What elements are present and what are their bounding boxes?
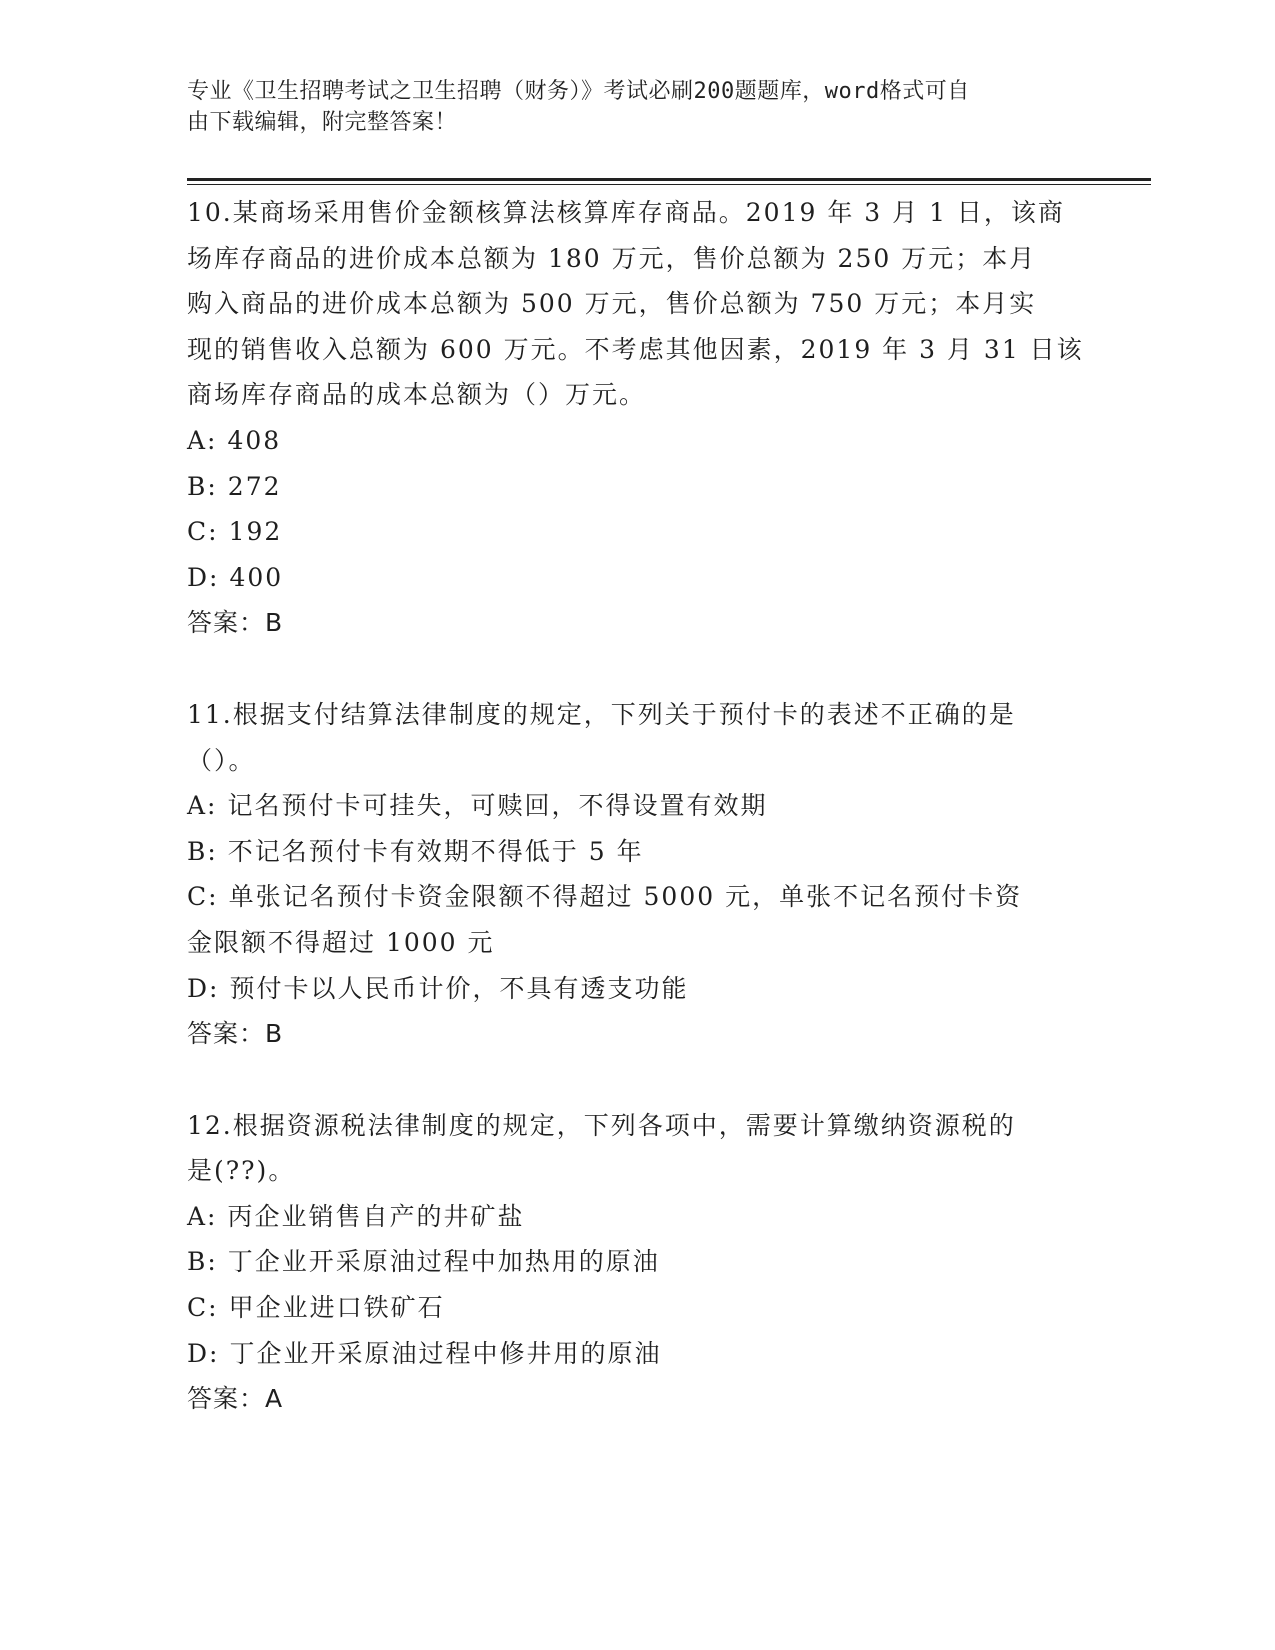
header-line-1: 专业《卫生招聘考试之卫生招聘（财务）》考试必刷200题题库，word格式可自 [187,79,970,104]
question-stem-line: 11.根据支付结算法律制度的规定，下列关于预付卡的表述不正确的是 [187,699,1016,729]
option-letter: C: [187,882,219,912]
option-letter: C: [187,517,219,547]
header-line-2: 由下载编辑，附完整答案！ [187,110,458,135]
option-letter: D: [187,562,220,592]
option-letter: D: [187,1338,220,1368]
question-block [187,692,1087,1057]
question-stem-line: 购入商品的进价成本总额为 500 万元，售价总额为 750 万元；本月实 [187,289,1037,319]
answer-option [187,1331,1087,1377]
option-text: 192 [228,517,283,547]
answer-key: 答案：A [187,1384,284,1414]
option-text: 408 [227,425,282,455]
answer-option [187,966,1087,1012]
option-text: 272 [227,471,282,501]
answer-option [187,555,1087,601]
option-text: 不记名预付卡有效期不得低于 5 年 [227,836,644,866]
answer-key: 答案：B [187,608,284,638]
option-text: 丁企业开采原油过程中修井用的原油 [229,1338,662,1368]
option-letter: B: [187,1247,218,1277]
question-stem-line: 是(??)。 [187,1156,296,1186]
answer-option [187,1194,1087,1240]
option-text: 单张记名预付卡资金限额不得超过 5000 元，单张不记名预付卡资 [228,882,1023,912]
question-block [187,1103,1087,1422]
option-letter: A: [187,1201,218,1231]
question-stem-line: 10.某商场采用售价金额核算法核算库存商品。2019 年 3 月 1 日，该商 [187,198,1065,227]
answer-option [187,509,1087,555]
answer-option [187,418,1087,464]
question-stem-line: 现的销售收入总额为 600 万元。不考虑其他因素，2019 年 3 月 31 日该 [187,334,1084,364]
answer-option [187,1285,1087,1331]
option-text: 丁企业开采原油过程中加热用的原油 [227,1247,660,1277]
question-stem-line: （）。 [187,745,256,775]
header-rule-thick [187,178,1151,181]
question-stem-line: 场库存商品的进价成本总额为 180 万元，售价总额为 250 万元；本月 [187,243,1037,273]
answer-option [187,920,1087,966]
answer-option [187,829,1087,875]
document-header [187,76,1087,138]
answer-option [187,464,1087,510]
header-rule-thin [187,184,1151,185]
option-text: 丙企业销售自产的井矿盐 [227,1201,525,1231]
option-letter: B: [187,836,218,866]
question-stem-line: 商场库存商品的成本总额为（）万元。 [187,380,647,410]
answer-option [187,1239,1087,1285]
option-text: 记名预付卡可挂失，可赎回，不得设置有效期 [227,791,768,821]
option-letter: B: [187,471,218,501]
question-block [187,190,1087,646]
option-text: 甲企业进口铁矿石 [228,1293,445,1323]
question-stem-line: 12.根据资源税法律制度的规定，下列各项中，需要计算缴纳资源税的 [187,1110,1016,1140]
option-text: 400 [229,562,284,592]
answer-option [187,874,1087,920]
option-letter: D: [187,973,220,1003]
answer-option [187,783,1087,829]
option-letter: A: [187,791,218,821]
option-text: 金限额不得超过 1000 元 [187,927,495,957]
option-letter: C: [187,1293,219,1323]
option-letter: A: [187,425,218,455]
question-list [187,190,1087,1422]
question-gap [187,1057,1087,1103]
answer-key: 答案：B [187,1019,284,1049]
question-gap [187,646,1087,692]
option-text: 预付卡以人民币计价，不具有透支功能 [229,973,689,1003]
